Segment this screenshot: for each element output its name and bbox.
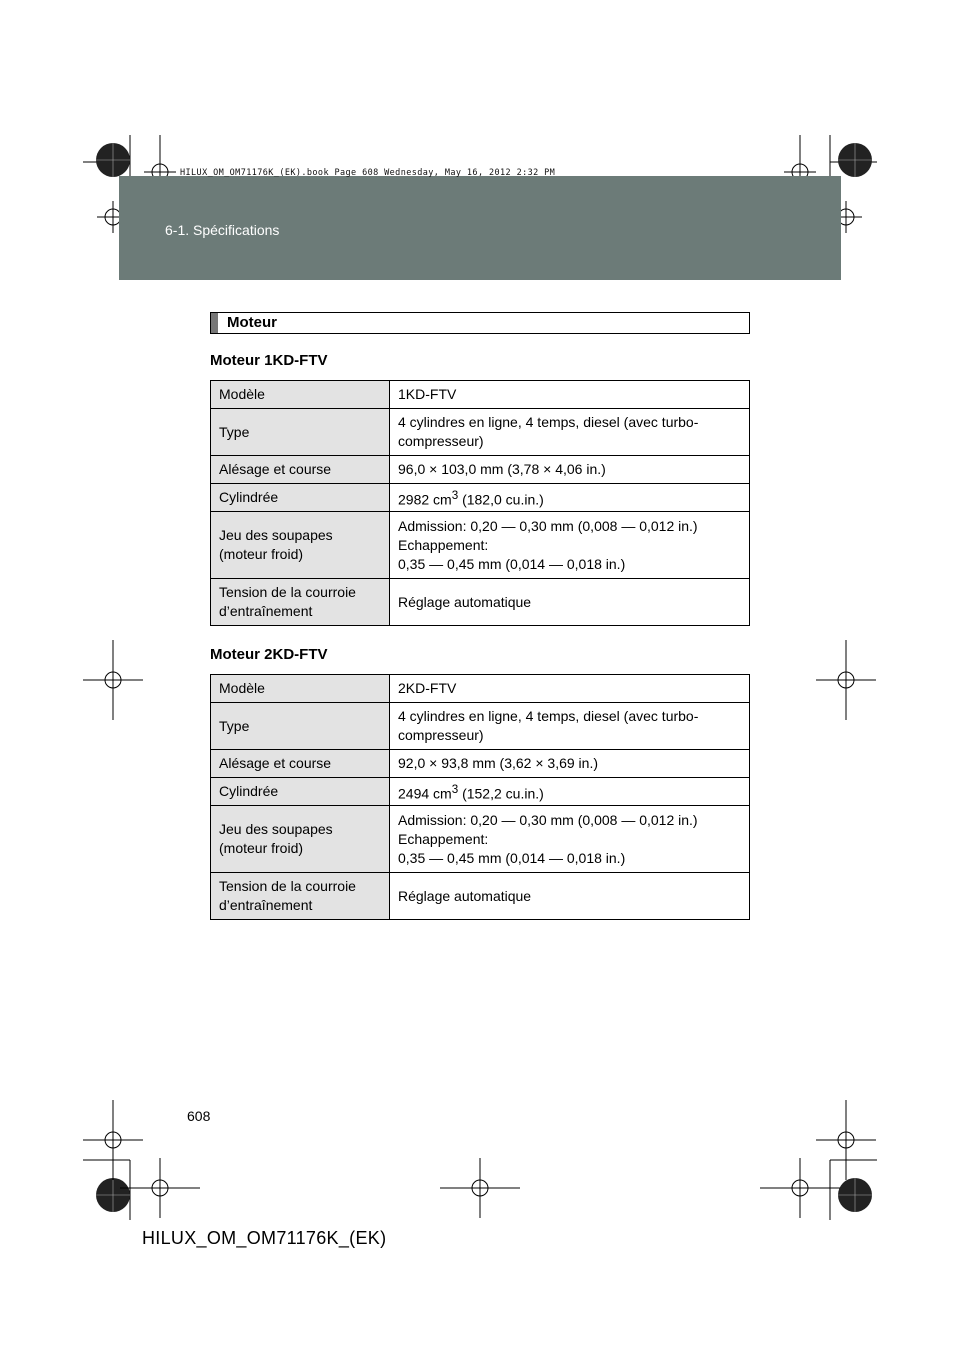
spec-value: 96,0 × 103,0 mm (3,78 × 4,06 in.)	[390, 456, 750, 484]
footer-document-code: HILUX_OM_OM71176K_(EK)	[142, 1228, 387, 1248]
engine-1-title: Moteur 1KD-FTV	[210, 352, 328, 369]
spec-key: Jeu des soupapes (moteur froid)	[211, 512, 390, 579]
table-row	[211, 873, 750, 920]
spec-value: Réglage automatique	[390, 873, 750, 920]
table-row	[211, 675, 750, 703]
spec-value: 2982 $cm^3$ (182,0 cu.in.)	[390, 484, 750, 512]
table-row	[211, 750, 750, 778]
spec-key: Alésage et course	[211, 750, 390, 778]
spec-value: Admission: 0,20 — 0,30 mm (0,008 — 0,012 in.) Echappement: 0,35 — 0,45 mm (0,014 — 0,018 in.)	[390, 806, 750, 873]
engine-2-spec-table	[210, 674, 750, 920]
header-band	[119, 176, 841, 280]
spec-key: Modèle	[211, 381, 390, 409]
spec-key: Type	[211, 703, 390, 750]
spec-value: Réglage automatique	[390, 579, 750, 626]
table-row	[211, 484, 750, 512]
spec-value: 4 cylindres en ligne, 4 temps, diesel (avec turbo- compresseur)	[390, 703, 750, 750]
spec-key: Tension de la courroie d’entraînement	[211, 579, 390, 626]
table-row	[211, 703, 750, 750]
spec-value: 2494 $cm^3$ (152,2 cu.in.)	[390, 778, 750, 806]
table-row	[211, 456, 750, 484]
spec-value: 1KD-FTV	[390, 381, 750, 409]
engine-1-spec-table	[210, 380, 750, 626]
section-marker	[211, 313, 218, 333]
section-breadcrumb: 6-1. Spécifications	[165, 222, 280, 238]
section-title-bar	[210, 312, 750, 334]
spec-key: Tension de la courroie d’entraînement	[211, 873, 390, 920]
spec-key: Alésage et course	[211, 456, 390, 484]
table-row	[211, 806, 750, 873]
spec-value: Admission: 0,20 — 0,30 mm (0,008 — 0,012 in.) Echappement: 0,35 — 0,45 mm (0,014 — 0,018 in.)	[390, 512, 750, 579]
spec-key: Jeu des soupapes (moteur froid)	[211, 806, 390, 873]
spec-key: Cylindrée	[211, 484, 390, 512]
section-title: Moteur	[227, 314, 277, 331]
spec-key: Type	[211, 409, 390, 456]
spec-key: Cylindrée	[211, 778, 390, 806]
spec-value: 4 cylindres en ligne, 4 temps, diesel (avec turbo- compresseur)	[390, 409, 750, 456]
table-row	[211, 512, 750, 579]
table-row	[211, 579, 750, 626]
spec-key: Modèle	[211, 675, 390, 703]
table-row	[211, 381, 750, 409]
table-row	[211, 409, 750, 456]
book-stamp: HILUX_OM_OM71176K_(EK).book Page 608 Wednesday, May 16, 2012 2:32 PM	[180, 168, 556, 178]
engine-2-title: Moteur 2KD-FTV	[210, 646, 328, 663]
spec-value: 92,0 × 93,8 mm (3,62 × 3,69 in.)	[390, 750, 750, 778]
spec-value: 2KD-FTV	[390, 675, 750, 703]
table-row	[211, 778, 750, 806]
page-number: 608	[187, 1108, 211, 1124]
